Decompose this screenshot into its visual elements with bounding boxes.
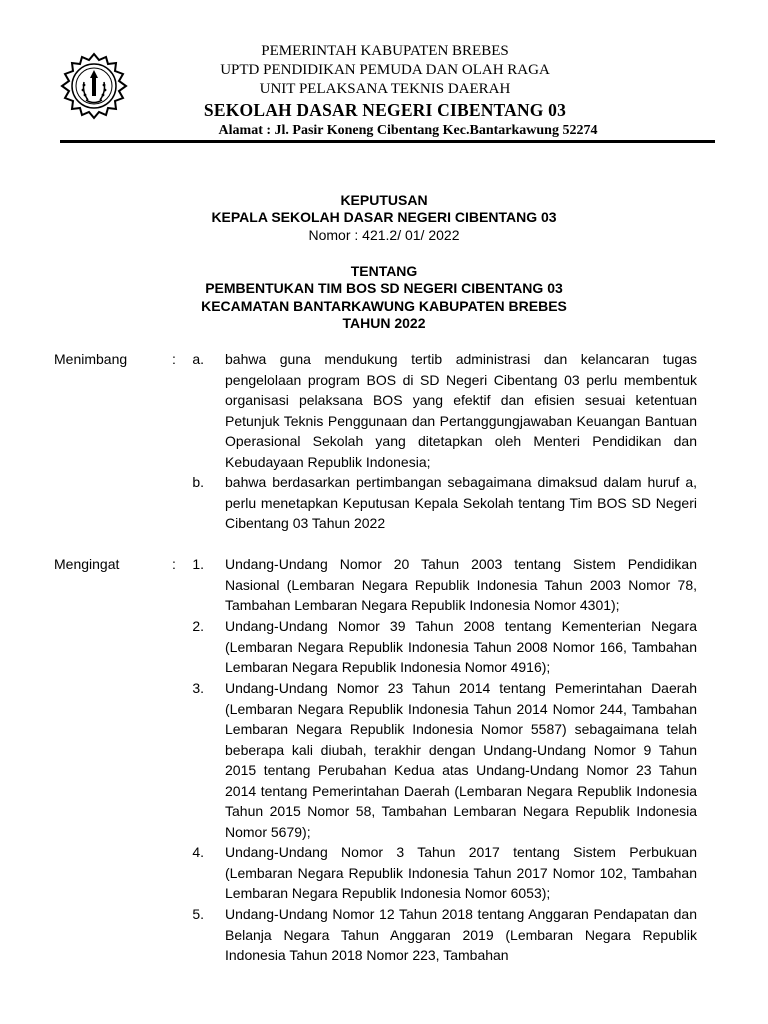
item-marker: 2.: [192, 618, 204, 634]
item-marker: 3.: [192, 680, 204, 696]
item-text: Undang-Undang Nomor 39 Tahun 2008 tentang Kementerian Negara (Lembaran Negara Republik Indonesia Tahun 2008 Nomor 166, Tambahan Lembaran Negara Republik Indonesia Nomor 4916);: [225, 618, 697, 675]
menimbang-item: [180, 349, 697, 472]
decree-about-label: TENTANG: [350, 263, 418, 279]
item-marker: b.: [192, 474, 204, 490]
mengingat-item: [180, 554, 697, 616]
item-marker: 1.: [192, 556, 204, 572]
letterhead-divider: [60, 140, 715, 143]
decree-issuer: KEPALA SEKOLAH DASAR NEGERI CIBENTANG 03: [211, 209, 557, 225]
item-text: bahwa guna mendukung tertib administrasi dan kelancaran tugas pengelolaan program BOS di SD Negeri Cibentang 03 perlu membentuk organisasi pelaksana BOS yang efektif dan efisien sesuai ketentuan Petunjuk Teknis Penggunaan dan Pertanggungjawaban Keuangan Bantuan Operasional Sekolah yang ditetapkan oleh Menteri Pendidikan dan Kebudayaan Republik Indonesia;: [225, 351, 697, 470]
decree-title: KEPUTUSAN: [340, 192, 428, 208]
item-text: Undang-Undang Nomor 20 Tahun 2003 tentang Sistem Pendidikan Nasional (Lembaran Negara Republik Indonesia Tahun 2003 Nomor 78, Tambahan Lembaran Negara Republik Indonesia Nomor 4301);: [225, 556, 697, 613]
letterhead-school: SEKOLAH DASAR NEGERI CIBENTANG 03: [203, 100, 567, 120]
decree-subject-line2: KECAMATAN BANTARKAWUNG KABUPATEN BREBES: [201, 298, 567, 314]
menimbang-item: [180, 472, 697, 534]
mengingat-item: [180, 616, 697, 678]
mengingat-item: [180, 904, 697, 966]
brebes-seal-icon: [60, 52, 128, 120]
decree-subject-line1: PEMBENTUKAN TIM BOS SD NEGERI CIBENTANG 03: [205, 280, 563, 296]
item-marker: 4.: [192, 844, 204, 860]
item-marker: a.: [192, 351, 204, 367]
decree-subject-line3: TAHUN 2022: [342, 315, 426, 331]
menimbang-colon: :: [172, 351, 176, 367]
decree-number: Nomor : 421.2/ 01/ 2022: [308, 227, 460, 243]
item-text: Undang-Undang Nomor 12 Tahun 2018 tentang Anggaran Pendapatan dan Belanja Negara Tahun Anggaran 2019 (Lembaran Negara Republik Indonesia Tahun 2018 Nomor 223, Tambahan: [225, 906, 697, 963]
mengingat-colon: :: [172, 556, 176, 572]
mengingat-item: [180, 842, 697, 904]
letterhead-unit: UNIT PELAKSANA TEKNIS DAERAH: [259, 81, 511, 97]
item-text: Undang-Undang Nomor 3 Tahun 2017 tentang Sistem Perbukuan (Lembaran Negara Republik Indonesia Tahun 2017 Nomor 102, Tambahan Lembaran Negara Republik Indonesia Nomor 6053);: [225, 844, 697, 901]
letterhead-address: Alamat : Jl. Pasir Koneng Cibentang Kec.Bantarkawung 52274: [218, 123, 598, 138]
letterhead-government: PEMERINTAH KABUPATEN BREBES: [261, 43, 509, 59]
mengingat-item: [180, 678, 697, 842]
mengingat-label: Mengingat: [54, 556, 120, 572]
letterhead: [140, 42, 630, 141]
item-text: Undang-Undang Nomor 23 Tahun 2014 tentang Pemerintahan Daerah (Lembaran Negara Republik Indonesia Tahun 2014 Nomor 244, Tambahan Lembaran Negara Republik Indonesia Nomor 5587) sebagaimana telah beberapa kali diubah, terakhir dengan Undang-Undang Nomor 9 Tahun 2015 tentang Perubahan Kedua atas Undang-Undang Nomor 23 Tahun 2014 tentang Pemerintahan Daerah (Lembaran Negara Republik Indonesia Tahun 2015 Nomor 58, Tambahan Lembaran Negara Republik Indonesia Nomor 5679);: [225, 680, 697, 840]
item-text: bahwa berdasarkan pertimbangan sebagaimana dimaksud dalam huruf a, perlu menetapkan Keputusan Kepala Sekolah tentang Tim BOS SD Negeri Cibentang 03 Tahun 2022: [225, 474, 697, 531]
menimbang-label: Menimbang: [54, 351, 128, 367]
letterhead-agency: UPTD PENDIDIKAN PEMUDA DAN OLAH RAGA: [220, 62, 550, 78]
item-marker: 5.: [192, 906, 204, 922]
